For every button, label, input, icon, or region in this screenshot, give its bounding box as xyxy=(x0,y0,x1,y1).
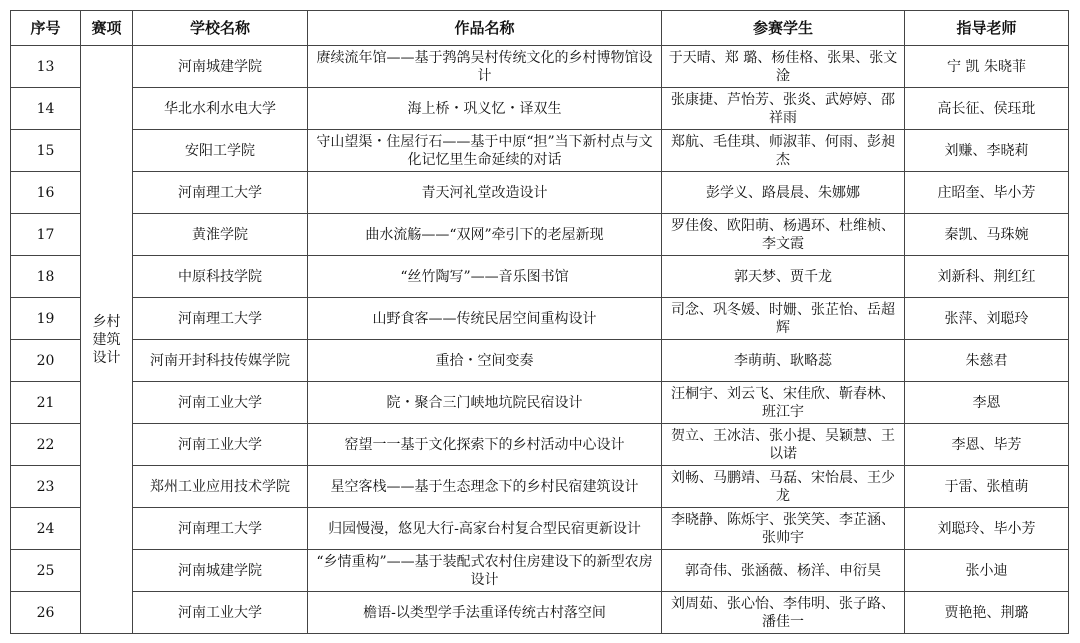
cell-students: 郭天梦、贾千龙 xyxy=(662,256,905,298)
cell-students: 彭学义、路晨晨、朱娜娜 xyxy=(662,172,905,214)
cell-school: 河南工业大学 xyxy=(133,592,308,634)
cell-num: 24 xyxy=(11,508,81,550)
cell-school: 河南理工大学 xyxy=(133,298,308,340)
table-row xyxy=(11,424,1069,466)
award-table xyxy=(10,10,1069,634)
cell-work: 青天河礼堂改造设计 xyxy=(308,172,662,214)
header-event: 赛项 xyxy=(81,11,133,46)
cell-advisors: 朱慈君 xyxy=(905,340,1069,382)
table-header xyxy=(11,11,1069,46)
cell-advisors: 秦凯、马珠婉 xyxy=(905,214,1069,256)
cell-work: 守山望渠・住屋行石——基于中原“担”当下新村点与文化记忆里生命延续的对话 xyxy=(308,130,662,172)
table-body xyxy=(11,46,1069,634)
cell-work: 赓续流年馆——基于鹁鸽吴村传统文化的乡村博物馆设计 xyxy=(308,46,662,88)
table-row xyxy=(11,256,1069,298)
cell-advisors: 张萍、刘聪玲 xyxy=(905,298,1069,340)
event-cell xyxy=(81,46,133,634)
cell-num: 13 xyxy=(11,46,81,88)
cell-num: 18 xyxy=(11,256,81,298)
header-students: 参赛学生 xyxy=(662,11,905,46)
cell-num: 16 xyxy=(11,172,81,214)
cell-students: 张康捷、芦怡芳、张炎、武婷婷、邵祥雨 xyxy=(662,88,905,130)
cell-num: 15 xyxy=(11,130,81,172)
cell-school: 华北水利水电大学 xyxy=(133,88,308,130)
table-row xyxy=(11,88,1069,130)
header-row xyxy=(11,11,1069,46)
cell-school: 河南工业大学 xyxy=(133,424,308,466)
cell-work: 院・聚合三门峡地坑院民宿设计 xyxy=(308,382,662,424)
cell-work: 海上桥・巩义忆・译双生 xyxy=(308,88,662,130)
cell-advisors: 宁 凯 朱晓菲 xyxy=(905,46,1069,88)
cell-num: 17 xyxy=(11,214,81,256)
cell-advisors: 李恩、毕芳 xyxy=(905,424,1069,466)
cell-advisors: 贾艳艳、荆璐 xyxy=(905,592,1069,634)
cell-advisors: 李恩 xyxy=(905,382,1069,424)
cell-work: 重拾・空间变奏 xyxy=(308,340,662,382)
cell-advisors: 刘新科、荆红红 xyxy=(905,256,1069,298)
cell-num: 19 xyxy=(11,298,81,340)
cell-advisors: 张小迪 xyxy=(905,550,1069,592)
cell-students: 郑航、毛佳琪、师淑菲、何雨、彭昶杰 xyxy=(662,130,905,172)
cell-work: 曲水流觞——“双网”牵引下的老屋新现 xyxy=(308,214,662,256)
cell-num: 22 xyxy=(11,424,81,466)
table-row xyxy=(11,340,1069,382)
cell-school: 河南开封科技传媒学院 xyxy=(133,340,308,382)
cell-work: 归园慢漫，悠见大行-高家台村复合型民宿更新设计 xyxy=(308,508,662,550)
cell-students: 刘畅、马鹏靖、马磊、宋怡晨、王少龙 xyxy=(662,466,905,508)
cell-school: 郑州工业应用技术学院 xyxy=(133,466,308,508)
table-row xyxy=(11,130,1069,172)
table-row xyxy=(11,466,1069,508)
header-num: 序号 xyxy=(11,11,81,46)
cell-students: 罗佳俊、欧阳萌、杨遇环、杜维桢、李文霞 xyxy=(662,214,905,256)
cell-students: 汪桐宇、刘云飞、宋佳欣、靳春林、班江宇 xyxy=(662,382,905,424)
cell-work: 窑望一一基于文化探索下的乡村活动中心设计 xyxy=(308,424,662,466)
cell-work: “丝竹陶写”——音乐图书馆 xyxy=(308,256,662,298)
table-row xyxy=(11,592,1069,634)
cell-students: 郭奇伟、张涵薇、杨洋、申衍昊 xyxy=(662,550,905,592)
cell-students: 司念、巩冬媛、时姗、张芷怡、岳超辉 xyxy=(662,298,905,340)
table-row xyxy=(11,382,1069,424)
cell-work: 星空客栈——基于生态理念下的乡村民宿建筑设计 xyxy=(308,466,662,508)
table-row xyxy=(11,214,1069,256)
table-row xyxy=(11,550,1069,592)
cell-advisors: 刘聪玲、毕小芳 xyxy=(905,508,1069,550)
cell-work: 檐语-以类型学手法重译传统古村落空间 xyxy=(308,592,662,634)
cell-school: 河南城建学院 xyxy=(133,46,308,88)
table-row xyxy=(11,508,1069,550)
cell-school: 安阳工学院 xyxy=(133,130,308,172)
cell-students: 李萌萌、耿略蕊 xyxy=(662,340,905,382)
header-work: 作品名称 xyxy=(308,11,662,46)
table-row xyxy=(11,298,1069,340)
event-name: 乡村建筑设计 xyxy=(92,313,121,366)
table-row xyxy=(11,46,1069,88)
cell-school: 中原科技学院 xyxy=(133,256,308,298)
cell-num: 25 xyxy=(11,550,81,592)
cell-num: 21 xyxy=(11,382,81,424)
cell-num: 20 xyxy=(11,340,81,382)
cell-school: 河南理工大学 xyxy=(133,508,308,550)
table-row xyxy=(11,172,1069,214)
cell-students: 李晓静、陈烁宇、张笑笑、李芷涵、张帅宇 xyxy=(662,508,905,550)
cell-school: 黄淮学院 xyxy=(133,214,308,256)
cell-school: 河南理工大学 xyxy=(133,172,308,214)
cell-num: 26 xyxy=(11,592,81,634)
cell-num: 14 xyxy=(11,88,81,130)
cell-work: “乡情重构”——基于装配式农村住房建设下的新型农房设计 xyxy=(308,550,662,592)
cell-students: 贺立、王冰洁、张小提、吴颖慧、王以诺 xyxy=(662,424,905,466)
header-school: 学校名称 xyxy=(133,11,308,46)
cell-advisors: 高长征、侯珏玭 xyxy=(905,88,1069,130)
cell-advisors: 庄昭奎、毕小芳 xyxy=(905,172,1069,214)
cell-advisors: 刘赚、李晓莉 xyxy=(905,130,1069,172)
cell-students: 刘周茹、张心怡、李伟明、张子路、潘佳一 xyxy=(662,592,905,634)
cell-num: 23 xyxy=(11,466,81,508)
cell-work: 山野食客——传统民居空间重构设计 xyxy=(308,298,662,340)
header-advisors: 指导老师 xyxy=(905,11,1069,46)
cell-students: 于天晴、郑 璐、杨佳格、张果、张文淦 xyxy=(662,46,905,88)
cell-school: 河南城建学院 xyxy=(133,550,308,592)
cell-advisors: 于雷、张植萌 xyxy=(905,466,1069,508)
cell-school: 河南工业大学 xyxy=(133,382,308,424)
